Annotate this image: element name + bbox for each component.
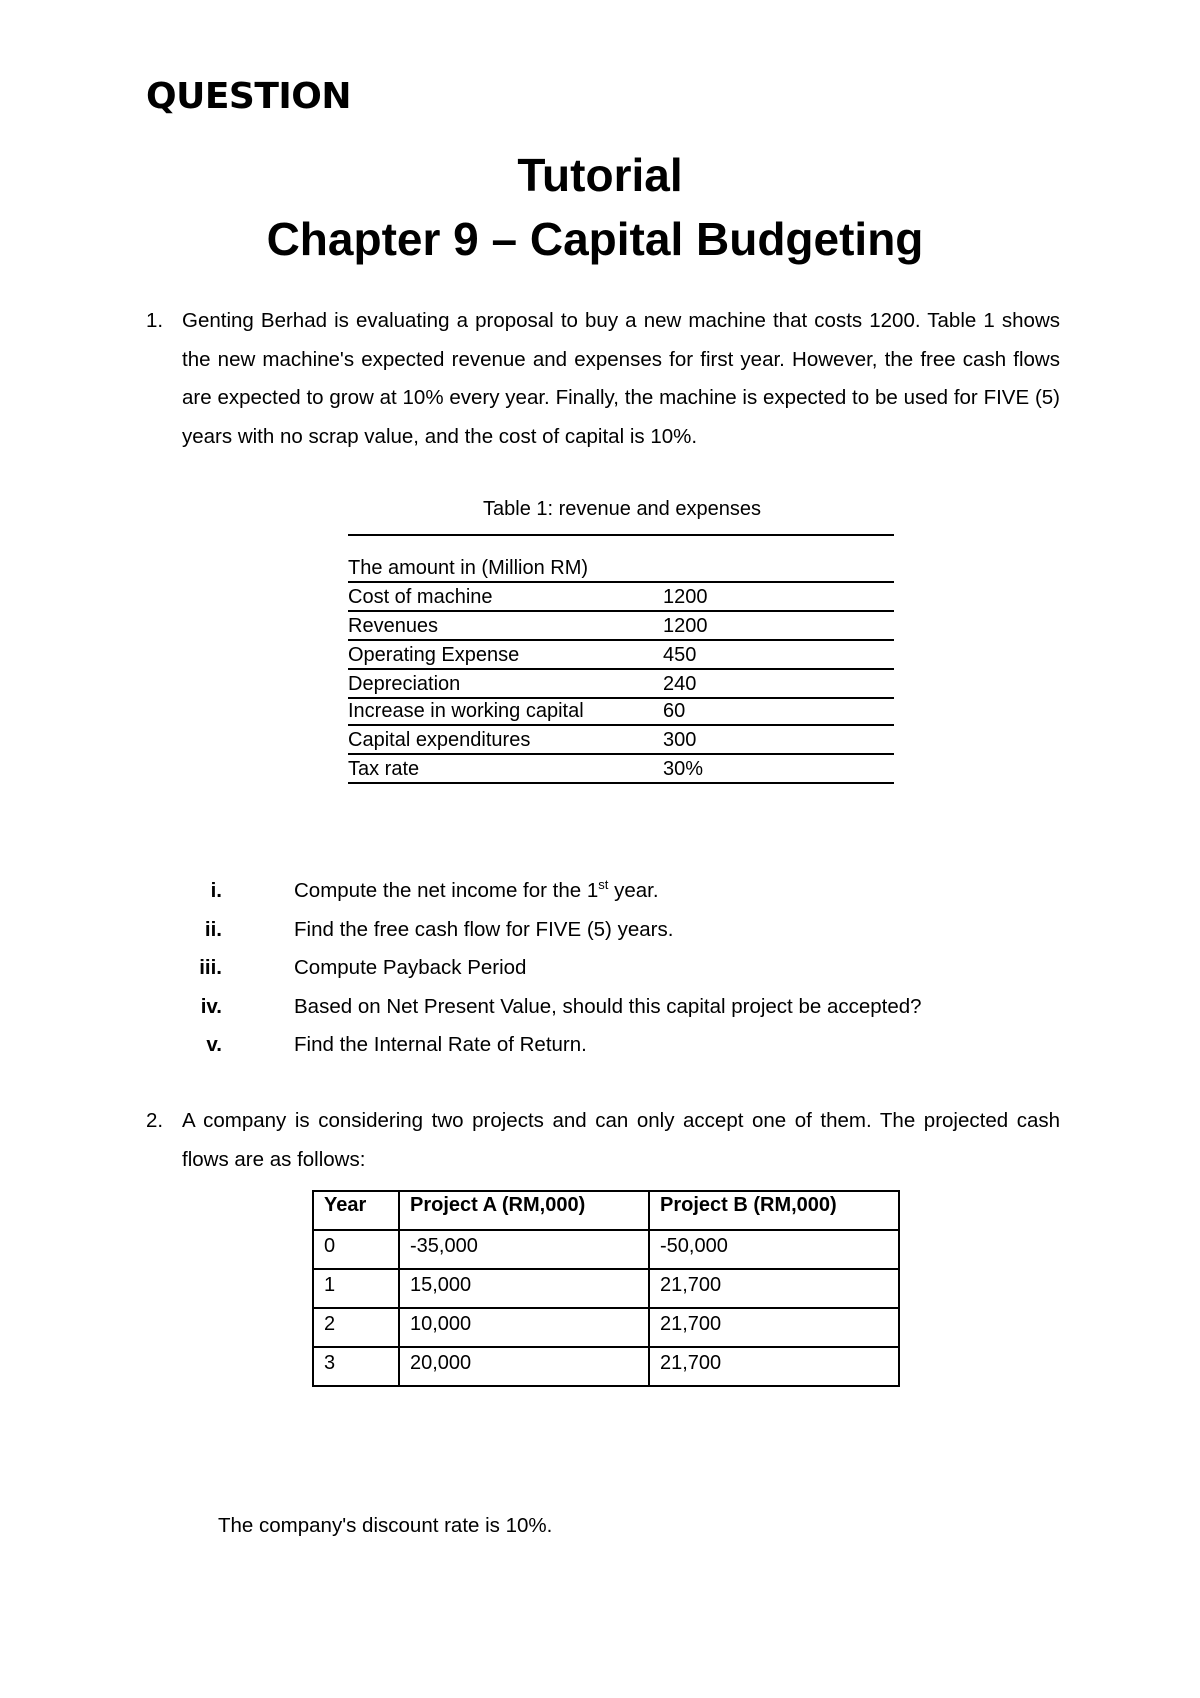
table-cell: 10,000 — [399, 1308, 649, 1347]
table-cell: 21,700 — [649, 1308, 899, 1347]
table-cell: 2 — [313, 1308, 399, 1347]
table-row — [313, 1230, 899, 1269]
tutorial-title: Tutorial — [517, 149, 683, 201]
sub-question-number: iv. — [200, 994, 222, 1018]
table-row — [348, 583, 894, 612]
table-row — [313, 1347, 899, 1386]
row-label: Revenues — [348, 615, 439, 637]
table-1-caption: Table 1: revenue and expenses — [483, 498, 761, 520]
table-cell: 21,700 — [649, 1347, 899, 1386]
column-header: Project B (RM,000) — [649, 1191, 899, 1230]
row-value: 450 — [663, 644, 697, 666]
table-row — [348, 670, 894, 699]
question-1-number: 1. — [146, 309, 164, 332]
question-header: QUESTION — [146, 76, 352, 117]
sub-question-text: Find the Internal Rate of Return. — [294, 1033, 587, 1057]
table-cell: -50,000 — [649, 1230, 899, 1269]
table-cell: 1 — [313, 1269, 399, 1308]
discount-rate-note: The company's discount rate is 10%. — [218, 1514, 553, 1537]
list-item — [180, 988, 922, 1027]
sub-question-list — [180, 872, 922, 1065]
table-row — [348, 699, 894, 726]
row-value: 300 — [663, 729, 697, 751]
table-row — [348, 726, 894, 755]
question-1-text: Genting Berhad is evaluating a proposal to buy a new machine that costs 1200. Table 1 shows the new machine's expected revenue and expenses for first year. However, the free cash flows are expected to grow at 10% every year. Finally, the machine is expected to be used for FIVE (5) years with no scrap value, and the cost of capital is 10%. — [182, 309, 1060, 448]
row-label: Capital expenditures — [348, 729, 531, 751]
question-2 — [146, 1102, 1060, 1179]
row-value: 240 — [663, 673, 697, 695]
table-cell: 0 — [313, 1230, 399, 1269]
sub-question-number: iii. — [199, 956, 222, 980]
row-label: Depreciation — [348, 673, 461, 695]
column-header: Year — [313, 1191, 399, 1230]
sub-question-text: Find the free cash flow for FIVE (5) years. — [294, 917, 674, 941]
cash-flow-table — [312, 1190, 900, 1387]
sub-question-text: Compute Payback Period — [294, 956, 527, 980]
table-cell: 20,000 — [399, 1347, 649, 1386]
row-value: 30% — [663, 758, 704, 780]
sub-question-text: Based on Net Present Value, should this capital project be accepted? — [294, 994, 922, 1018]
table-header-cell: The amount in (Million RM) — [348, 557, 589, 579]
sub-question-number: v. — [206, 1033, 222, 1057]
table-row — [348, 612, 894, 641]
table-cell: 15,000 — [399, 1269, 649, 1308]
question-1 — [146, 302, 1060, 456]
table-header-row — [313, 1191, 899, 1230]
table-header-row — [348, 536, 894, 583]
table-row — [313, 1308, 899, 1347]
revenue-expenses-table — [348, 534, 894, 784]
row-value: 1200 — [663, 586, 708, 608]
row-value: 60 — [663, 700, 686, 722]
table-cell: 21,700 — [649, 1269, 899, 1308]
list-item — [180, 872, 659, 911]
sub-question-number: ii. — [204, 917, 222, 941]
question-2-number: 2. — [146, 1109, 164, 1132]
list-item — [180, 911, 674, 950]
row-label: Operating Expense — [348, 644, 520, 666]
column-header: Project A (RM,000) — [399, 1191, 649, 1230]
row-label: Tax rate — [348, 758, 420, 780]
row-label: Increase in working capital — [348, 700, 584, 722]
list-item — [180, 1026, 587, 1065]
table-cell: -35,000 — [399, 1230, 649, 1269]
table-row — [348, 641, 894, 670]
table-row — [313, 1269, 899, 1308]
table-row — [348, 755, 894, 784]
sub-question-text: Compute the net income for the 1st year. — [294, 877, 659, 902]
row-value: 1200 — [663, 615, 708, 637]
list-item — [180, 949, 527, 988]
question-2-text: A company is considering two projects and can only accept one of them. The projected cash flows are as follows: — [182, 1109, 1060, 1171]
sub-question-number: i. — [210, 879, 222, 902]
chapter-title: Chapter 9 – Capital Budgeting — [266, 213, 924, 265]
table-cell: 3 — [313, 1347, 399, 1386]
row-label: Cost of machine — [348, 586, 493, 608]
